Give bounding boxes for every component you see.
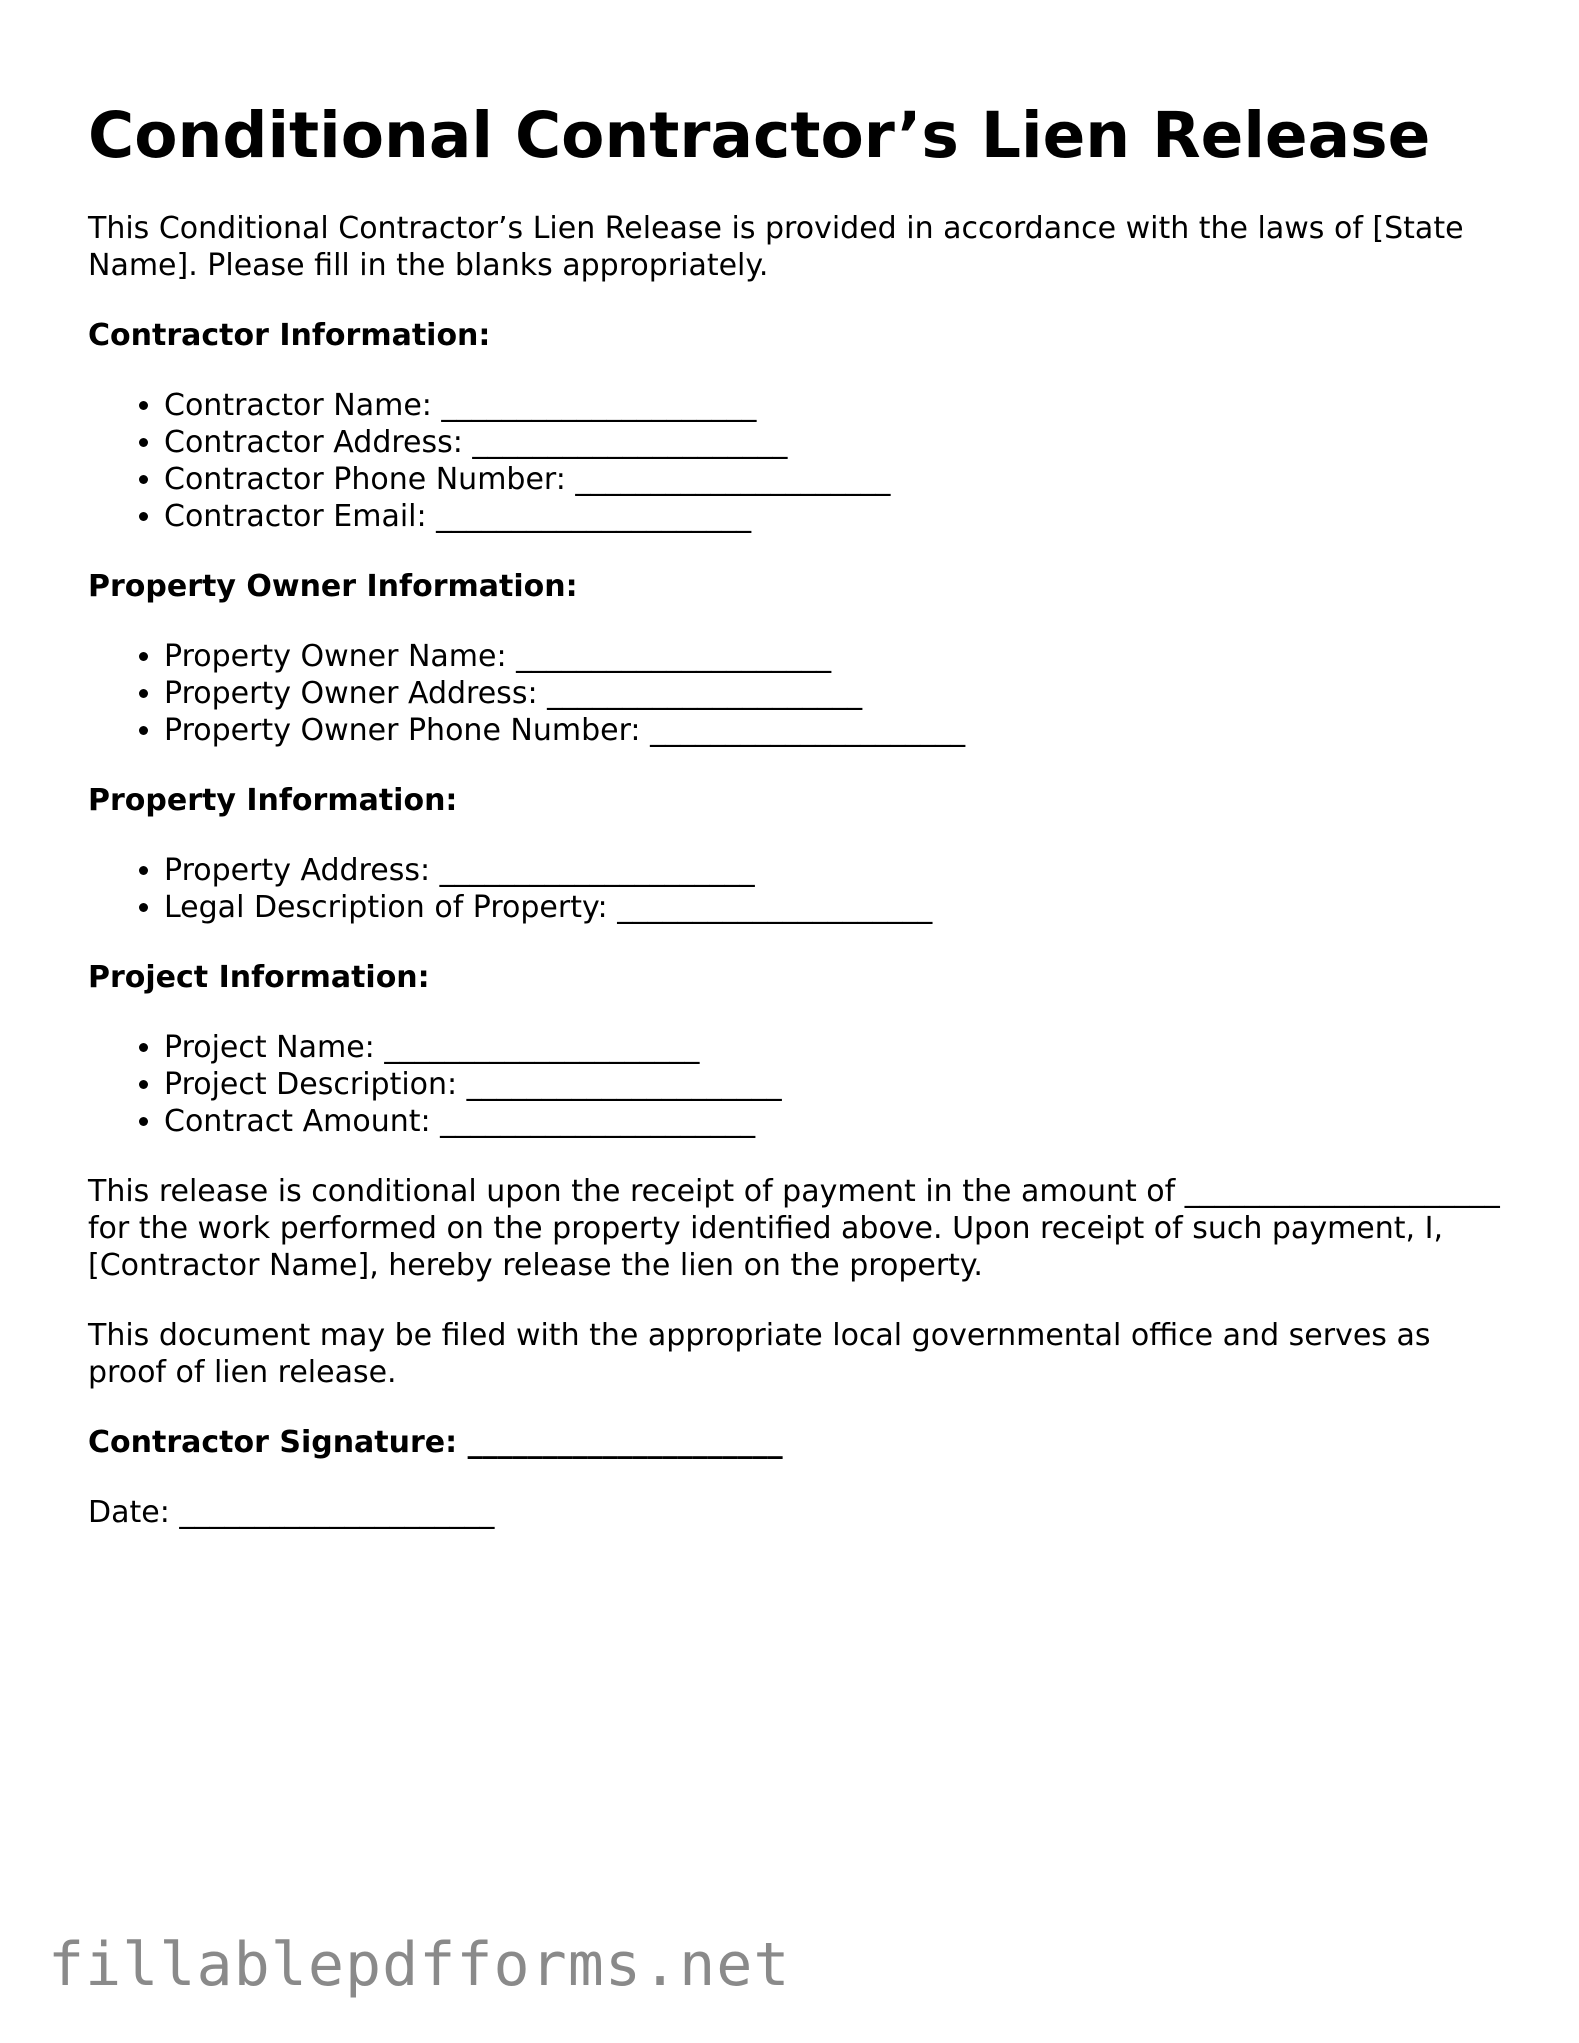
- intro-paragraph: This Conditional Contractor’s Lien Release is provided in accordance with the laws of [State Name]. Please fill in the blanks appropriately.: [88, 211, 1464, 284]
- contractor-email-field[interactable]: • Contractor Email: _____________________: [164, 498, 1508, 535]
- owner-info-list: [88, 638, 1508, 749]
- contractor-info-list: [88, 387, 1508, 535]
- owner-phone-field[interactable]: • Property Owner Phone Number: _____________________: [164, 712, 1508, 749]
- date-field[interactable]: Date: _____________________: [88, 1495, 495, 1531]
- document-title: Conditional Contractor’s Lien Release: [88, 99, 1431, 172]
- property-info-list: [88, 852, 1508, 926]
- document-page: [88, 100, 1508, 1531]
- project-description-field[interactable]: • Project Description: _____________________: [164, 1066, 1508, 1103]
- contractor-address-field[interactable]: • Contractor Address: _____________________: [164, 424, 1508, 461]
- contractor-name-field[interactable]: • Contractor Name: _____________________: [164, 387, 1508, 424]
- contractor-signature-field[interactable]: Contractor Signature: _____________________: [88, 1425, 783, 1461]
- property-info-heading: Property Information:: [88, 783, 458, 819]
- contract-amount-field[interactable]: • Contract Amount: _____________________: [164, 1103, 1508, 1140]
- watermark-text: fillablepdfforms.net: [48, 1930, 791, 2000]
- property-address-field[interactable]: • Property Address: _____________________: [164, 852, 1508, 889]
- legal-description-field[interactable]: • Legal Description of Property: _____________________: [164, 889, 1508, 926]
- owner-info-heading: Property Owner Information:: [88, 569, 578, 605]
- release-paragraph: This release is conditional upon the receipt of payment in the amount of _____________________ for the work performed on the property identified above. Upon receipt of such payment, I, [Contractor Name], hereby release the lien on the property.: [88, 1174, 1500, 1284]
- contractor-info-heading: Contractor Information:: [88, 318, 491, 354]
- owner-address-field[interactable]: • Property Owner Address: _____________________: [164, 675, 1508, 712]
- project-info-list: [88, 1029, 1508, 1140]
- owner-name-field[interactable]: • Property Owner Name: _____________________: [164, 638, 1508, 675]
- contractor-phone-field[interactable]: • Contractor Phone Number: _____________________: [164, 461, 1508, 498]
- filing-paragraph: This document may be filed with the appropriate local governmental office and serves as proof of lien release.: [88, 1318, 1431, 1391]
- project-name-field[interactable]: • Project Name: _____________________: [164, 1029, 1508, 1066]
- project-info-heading: Project Information:: [88, 960, 430, 996]
